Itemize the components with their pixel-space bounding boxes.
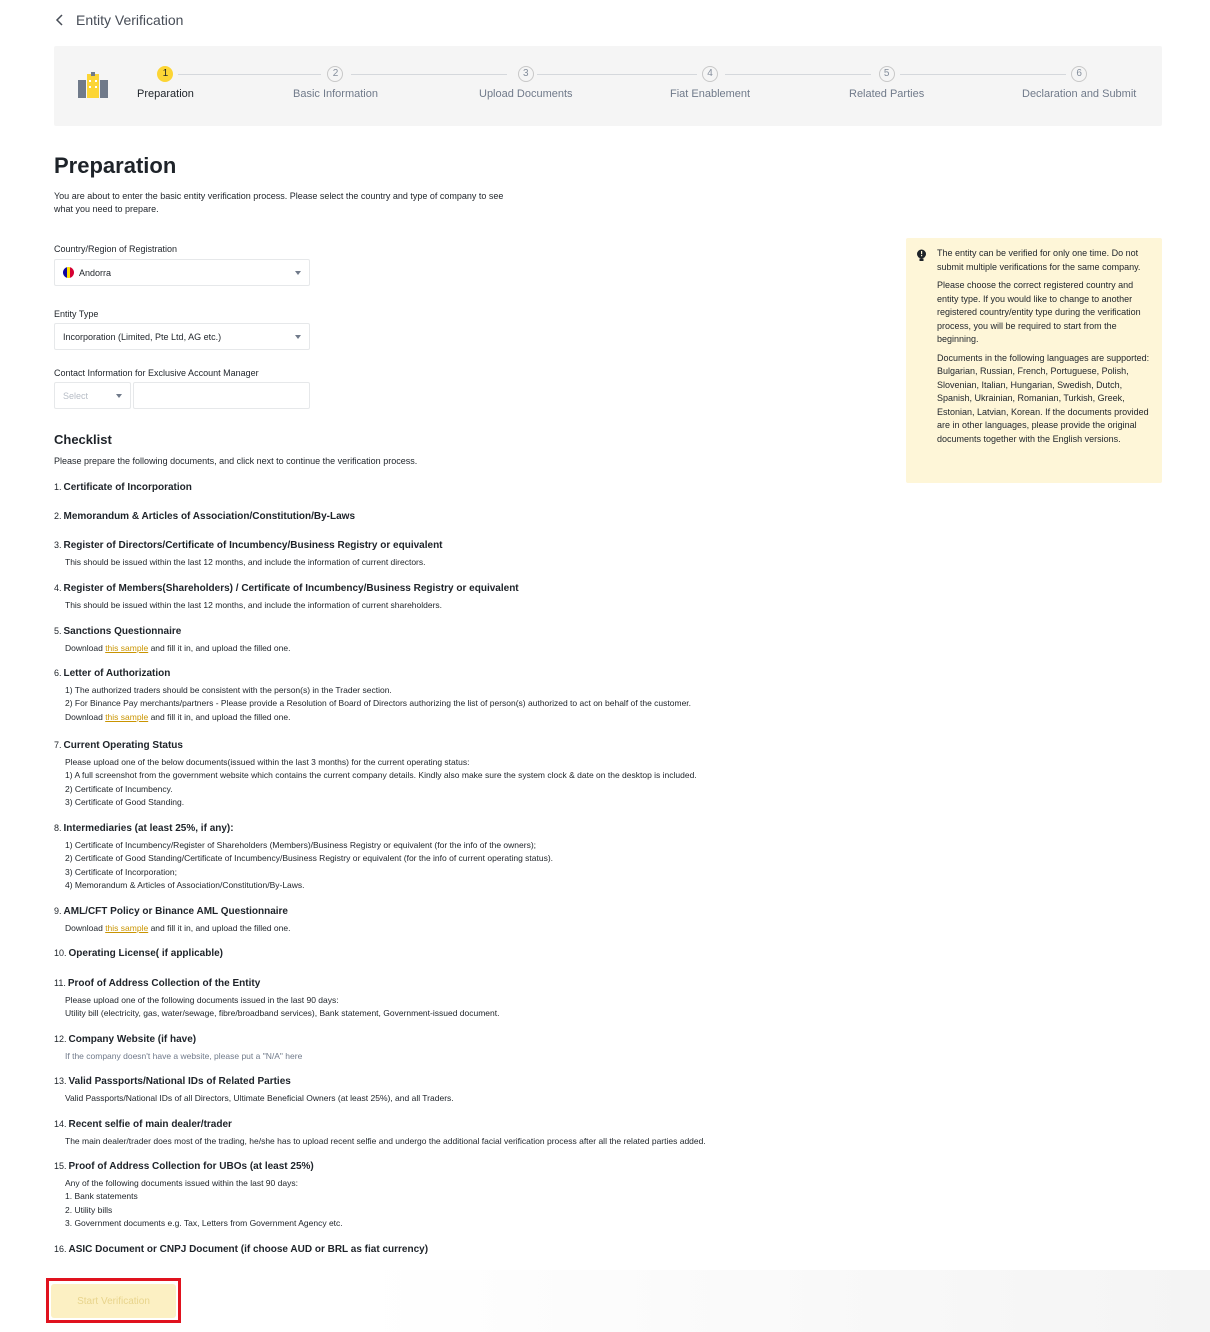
item-title: Valid Passports/National IDs of Related Parties [68, 1076, 291, 1087]
checklist-item [54, 624, 834, 655]
checklist-item [54, 904, 834, 935]
checklist-item [54, 538, 834, 569]
item-number: 4. [54, 583, 62, 593]
notice-box [906, 238, 1162, 483]
item-number: 9. [54, 906, 62, 916]
step-declaration-submit[interactable] [1022, 66, 1136, 100]
item-title: Register of Members(Shareholders) / Certificate of Incumbency/Business Registry or equivalent [63, 583, 519, 594]
checklist-item [54, 976, 834, 1021]
item-description: Any of the following documents issued within the last 90 days: 1. Bank statements 2. Utility bills 3. Government documents e.g. Tax, Letters from Government Agency etc. [65, 1178, 343, 1229]
checklist-title: Checklist [54, 432, 112, 447]
item-title: Proof of Address Collection for UBOs (at least 25%) [68, 1161, 314, 1172]
step-number: 3 [518, 66, 534, 82]
download-suffix: and fill it in, and upload the filled one. [150, 923, 291, 933]
notice-paragraph: The entity can be verified for only one time. Do not submit multiple verifications for the same company. [937, 248, 1141, 272]
item-number: 7. [54, 740, 62, 750]
step-basic-information[interactable] [293, 66, 378, 100]
download-prefix: Download [65, 643, 103, 653]
item-number: 13. [54, 1076, 67, 1086]
start-verification-button[interactable]: Start Verification [51, 1284, 176, 1318]
contact-input[interactable] [133, 382, 310, 409]
download-prefix: Download [65, 923, 103, 933]
checklist-item [54, 1032, 834, 1063]
checklist-item [54, 738, 834, 810]
item-number: 12. [54, 1034, 67, 1044]
step-label: Upload Documents [479, 88, 573, 100]
caret-down-icon [295, 335, 301, 339]
download-suffix: and fill it in, and upload the filled one. [150, 711, 291, 722]
step-number: 1 [157, 66, 173, 82]
step-number: 5 [879, 66, 895, 82]
item-title: Certificate of Incorporation [63, 482, 192, 493]
building-icon [78, 72, 108, 98]
page-title: Preparation [54, 153, 177, 178]
checklist-item [54, 666, 834, 724]
contact-method-placeholder: Select [63, 390, 89, 401]
item-number: 16. [54, 1244, 67, 1254]
country-label: Country/Region of Registration [54, 244, 178, 254]
item-title: Letter of Authorization [63, 668, 171, 679]
item-description [54, 642, 834, 655]
item-title: AML/CFT Policy or Binance AML Questionnaire [63, 906, 288, 917]
item-number: 10. [54, 948, 67, 958]
download-suffix: and fill it in, and upload the filled one. [150, 643, 291, 653]
step-label: Basic Information [293, 88, 378, 100]
item-number: 14. [54, 1119, 67, 1129]
checklist-subtitle: Please prepare the following documents, and click next to continue the verification process. [54, 456, 418, 466]
item-title: ASIC Document or CNPJ Document (if choose AUD or BRL as fiat currency) [68, 1244, 429, 1255]
item-title: Memorandum & Articles of Association/Constitution/By-Laws [63, 511, 356, 522]
andorra-flag-icon [63, 267, 74, 278]
item-title: Current Operating Status [63, 740, 183, 751]
item-title: Operating License( if applicable) [68, 948, 223, 959]
info-bulb-icon [916, 249, 927, 261]
step-label: Declaration and Submit [1022, 88, 1137, 100]
country-select[interactable] [54, 259, 310, 286]
checklist-item [54, 821, 834, 893]
page-header-title: Entity Verification [76, 12, 184, 28]
item-number: 1. [54, 482, 62, 492]
country-value: Andorra [79, 267, 112, 278]
entity-type-label: Entity Type [54, 309, 99, 319]
item-description [54, 922, 834, 935]
sample-download-link[interactable]: this sample [105, 711, 149, 722]
item-description: If the company doesn't have a website, please put a "N/A" here [65, 1051, 303, 1061]
item-number: 11. [54, 978, 66, 988]
caret-down-icon [295, 271, 301, 275]
step-number: 2 [327, 66, 343, 82]
item-description: Valid Passports/National IDs of all Directors, Ultimate Beneficial Owners (at least 25%), and all Traders. [65, 1093, 454, 1103]
item-description: This should be issued within the last 12 months, and include the information of current shareholders. [65, 600, 443, 610]
item-title: Register of Directors/Certificate of Incumbency/Business Registry or equivalent [63, 540, 443, 551]
item-description: 1) Certificate of Incumbency/Register of Shareholders (Members)/Business Registry or equivalent (for the info of the owners); 2) Certificate of Good Standing/Certificate of Incumbency/Business Registry or equivalent (for the info of current operating status). 3) Certificate of Incorporation; 4) Memorandum & Articles of Association/Constitution/By-Laws. [65, 840, 554, 891]
item-number: 6. [54, 668, 62, 678]
entity-type-value: Incorporation (Limited, Pte Ltd, AG etc.) [63, 331, 222, 342]
item-number: 15. [54, 1161, 67, 1171]
step-number: 4 [702, 66, 718, 82]
checklist-item [54, 509, 834, 524]
item-title: Sanctions Questionnaire [63, 626, 182, 637]
notice-paragraph: Please choose the correct registered country and entity type. If you would like to change to another registered country/entity type during the verification process, you will be required to start from the beginning. [937, 280, 1141, 344]
chevron-left-icon[interactable] [54, 13, 66, 27]
sample-download-link[interactable]: this sample [105, 923, 149, 933]
step-number: 6 [1071, 66, 1087, 82]
footer-bar [0, 1270, 1210, 1332]
step-label: Preparation [137, 88, 194, 100]
item-number: 5. [54, 626, 62, 636]
checklist-item [54, 946, 834, 961]
checklist-item [54, 480, 834, 495]
progress-stepper [54, 46, 1162, 126]
step-preparation[interactable] [137, 66, 194, 100]
download-prefix: Download [65, 711, 103, 722]
item-description: This should be issued within the last 12 months, and include the information of current directors. [65, 557, 426, 567]
item-title: Proof of Address Collection of the Entity [67, 978, 261, 989]
step-label: Fiat Enablement [670, 88, 751, 100]
step-label: Related Parties [849, 88, 925, 100]
item-description: The main dealer/trader does most of the trading, he/she has to upload recent selfie and undergo the additional facial verification process after all the related parties added. [65, 1136, 706, 1146]
notice-paragraph: Documents in the following languages are supported: Bulgarian, Russian, French, Portuguese, Polish, Slovenian, Italian, Hungarian, Swedish, Dutch, Spanish, Ukrainian, Romanian, Turkish, Greek, Estonian, Latvian, Korean. If the documents provided are in other languages, please provide the original documents together with the English versions. [937, 352, 1150, 444]
item-title: Recent selfie of main dealer/trader [68, 1119, 232, 1130]
step-related-parties[interactable] [849, 66, 924, 100]
item-number: 2. [54, 511, 62, 521]
top-bar [54, 10, 183, 30]
item-description: Please upload one of the below documents(issued within the last 3 months) for the current operating status: 1) A full screenshot from the government website which contains the current company details. Kindly also make sure the system clock & date on the desktop is included. 2) Certificate of Incumbency. 3) Certificate of Good Standing. [65, 757, 697, 808]
item-title: Company Website (if have) [68, 1034, 197, 1045]
sample-download-link[interactable]: this sample [105, 643, 149, 653]
contact-method-select[interactable] [54, 382, 131, 409]
checklist-item [54, 1242, 834, 1257]
item-number: 8. [54, 823, 62, 833]
step-upload-documents[interactable] [479, 66, 573, 100]
item-title: Intermediaries (at least 25%, if any): [63, 823, 234, 834]
item-number: 3. [54, 540, 62, 550]
checklist-item [54, 1117, 834, 1148]
highlight-box [46, 1278, 181, 1323]
intro-text: You are about to enter the basic entity verification process. Please select the country and type of company to see what you need to prepare. [54, 191, 504, 214]
caret-down-icon [116, 394, 122, 398]
step-fiat-enablement[interactable] [670, 66, 750, 100]
checklist-item [54, 1159, 834, 1231]
entity-type-select[interactable] [54, 323, 310, 350]
item-description [54, 711, 834, 724]
item-description: 1) The authorized traders should be consistent with the person(s) in the Trader section. 2) For Binance Pay merchants/partners - Please provide a Resolution of Board of Directors authorizing the list of person(s) authorized to act on behalf of the customer. [65, 685, 692, 709]
checklist-item [54, 1074, 834, 1105]
contact-label: Contact Information for Exclusive Account Manager [54, 368, 259, 378]
checklist-item [54, 581, 834, 612]
item-description: Please upload one of the following documents issued in the last 90 days: Utility bill (electricity, gas, water/sewage, fibre/broadband services), Bank statement, Government-issued document. [65, 995, 500, 1019]
